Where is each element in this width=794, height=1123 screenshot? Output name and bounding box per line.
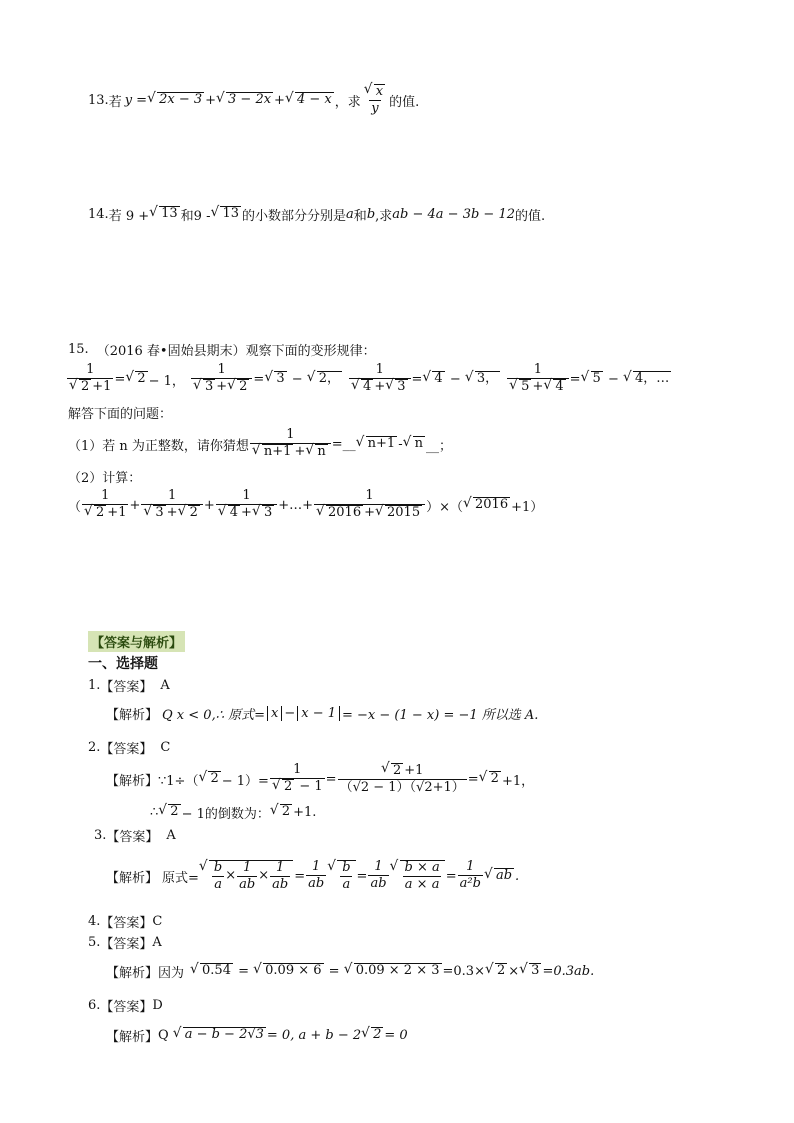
q13-number: 13. — [88, 92, 109, 108]
q15-pattern-row: 1 √ 2 +1 = √ 2 − 1， 1 √ 3 +√ 2 = √ 3 − √ 2， 1 √ 4 +√ 3 = √ 4 − √ 3， 1 √ 5 +√ 4 = √ 5 − √ 4，… — [66, 361, 672, 397]
q14-sqrt-a: √ 13 — [150, 206, 180, 222]
q14-tail: 的值. — [514, 208, 546, 224]
answer-1-line: 1. 【答案】 A — [88, 677, 170, 695]
answer-4-line: 4. 【答案】 C — [88, 913, 163, 931]
q14-ask: ,求 — [375, 208, 393, 224]
q15-part1-answer-post: __； — [425, 438, 452, 454]
q13-if: 若 — [108, 94, 122, 110]
answer-3-explanation: 【解析】 原式= √ $\frac{b}{a}$ × $\frac{1}{ab}$ × $\frac{1}{ab}$ = $\frac{1}{ab}$ √ $\frac{b}{a}$ = $\frac{1}{ab}$ √ $\frac{b \times a}{a \times a}$ = $\frac{1}{\text{a²b}}$ √ ab . — [106, 854, 519, 898]
q14-and2: 和 — [353, 208, 367, 224]
answer-1-explanation: 【解析】 Q x < 0,∴ 原式= x − x − 1 = −x − (1 − x) = −1 所以选 A. — [106, 705, 539, 723]
q14-var-b: b — [366, 206, 376, 222]
q13-sqrt-2: √ 3 − 2x — [217, 92, 273, 108]
q15-pattern-frac-1: 1 √ 2 +1 — [67, 363, 113, 395]
q15-part2-term-2: 1 √ 3 +√ 2 — [141, 489, 202, 521]
q15-part1-answer-a: √ n+1 — [357, 436, 398, 452]
q14-sqrt-b: √ 13 — [211, 206, 241, 222]
q15-part1: （1）若 n 为正整数，请你猜想 1 √ n+1 +√ n =__ √ n+1 - √ n __； — [68, 426, 452, 462]
q15-part1-lead: （1）若 n 为正整数，请你猜想 — [68, 438, 249, 454]
q14-and: 和9 - — [180, 208, 211, 224]
q15-pattern-frac-4: 1 √ 5 +√ 4 — [507, 363, 568, 395]
q15-source: （2016 春•固始县期末）观察下面的变形规律： — [96, 343, 376, 359]
q15-part2-expr: （ 1 √ 2 +1 + 1 √ 3 +√ 2 + 1 √ 4 +√ 3 +…+ 1 √ 2016 +√ 2015 ）×（ √ 2016 +1） — [68, 486, 543, 524]
q14-expr: ab − 4a − 3b − 12 — [392, 206, 515, 222]
answer-2-line2: ∴ √ 2 − 1的倒数为： √ 2 +1. — [150, 802, 316, 822]
q15-part2-tail-sqrt: √ 2016 — [464, 497, 510, 513]
q14-if: 若 9 + — [108, 208, 150, 224]
answer-5-line: 5. 【答案】 A — [88, 934, 162, 952]
q14-tail-a: 的小数部分分别是 — [242, 208, 347, 224]
q15-part2-lead: （2）计算： — [68, 470, 142, 486]
answer-5-explanation: 【解析】 因为 √ 0.54 = √ 0.09 × 6 = √ 0.09 × 2 × 3 =0.3× √ 2 × √ 3 =0.3ab. — [106, 960, 594, 982]
q13-y-eq: y = — [124, 92, 148, 108]
answer-3-line: 3. 【答案】 A — [94, 827, 176, 845]
q13-ask: ，求 — [334, 94, 361, 110]
q15-pattern-frac-2: 1 √ 3 +√ 2 — [191, 363, 252, 395]
answer-6-explanation: 【解析】 Q √ a − b − 2√3 = 0, a + b − 2 √ 2 = 0 — [106, 1024, 408, 1046]
q15-part2-term-4: 1 √ 2016 +√ 2015 — [314, 489, 425, 521]
answer-2-frac-2: √ $\frac{2 +1}{(√2 - 1)(√2+1)}$ — [338, 763, 467, 796]
answer-2-explanation: 【解析】 ∵1÷（ √ 2 − 1）= 1 √ 2 − 1 = √ $\frac{2 +1}{(√2 - 1)(√2+1)}$ = √ 2 +1， — [106, 760, 534, 798]
q14-number: 14. — [88, 206, 109, 222]
answer-2-frac-1: 1 √ 2 − 1 — [270, 763, 325, 795]
q15-prompt: 解答下面的问题： — [68, 406, 173, 422]
answer-6-line: 6. 【答案】 D — [88, 997, 163, 1015]
q15-part2-term-3: 1 √ 4 +√ 3 — [216, 489, 277, 521]
q15-pattern-frac-3: 1 √ 4 +√ 3 — [349, 363, 410, 395]
q15-part1-frac: 1 √ n+1 +√ n — [250, 428, 331, 460]
answers-heading: 【答案与解析】 — [88, 632, 185, 650]
q15-part1-answer-b: √ n — [404, 436, 425, 452]
q13-sqrt-3: √ 4 − x — [286, 92, 334, 108]
q15-header — [68, 340, 376, 358]
q14-line — [88, 203, 545, 225]
q13-tail: 的值. — [389, 94, 420, 110]
q15-part1-answer-pre: =__ — [331, 436, 356, 452]
q15-number: 15. — [68, 341, 89, 357]
q13-line: 13. 若 y = √ 2x − 3 + √ 3 − 2x + √ 4 − x ，求 √ $\frac{x}{y}$ 的值. — [88, 84, 419, 116]
answer-2-line: 2. 【答案】 C — [88, 739, 171, 757]
q13-fraction: √ $\frac{x}{y}$ — [362, 84, 388, 117]
q13-sqrt-1: √ 2x − 3 — [148, 92, 204, 108]
answers-section: 一、选择题 — [88, 656, 158, 672]
answer-3-big-sqrt: √ $\frac{b}{a}$ × $\frac{1}{ab}$ × $\frac{1}{ab}$ — [200, 860, 293, 893]
q15-part2-term-1: 1 √ 2 +1 — [82, 489, 128, 521]
q14-var-a: a — [346, 206, 354, 222]
